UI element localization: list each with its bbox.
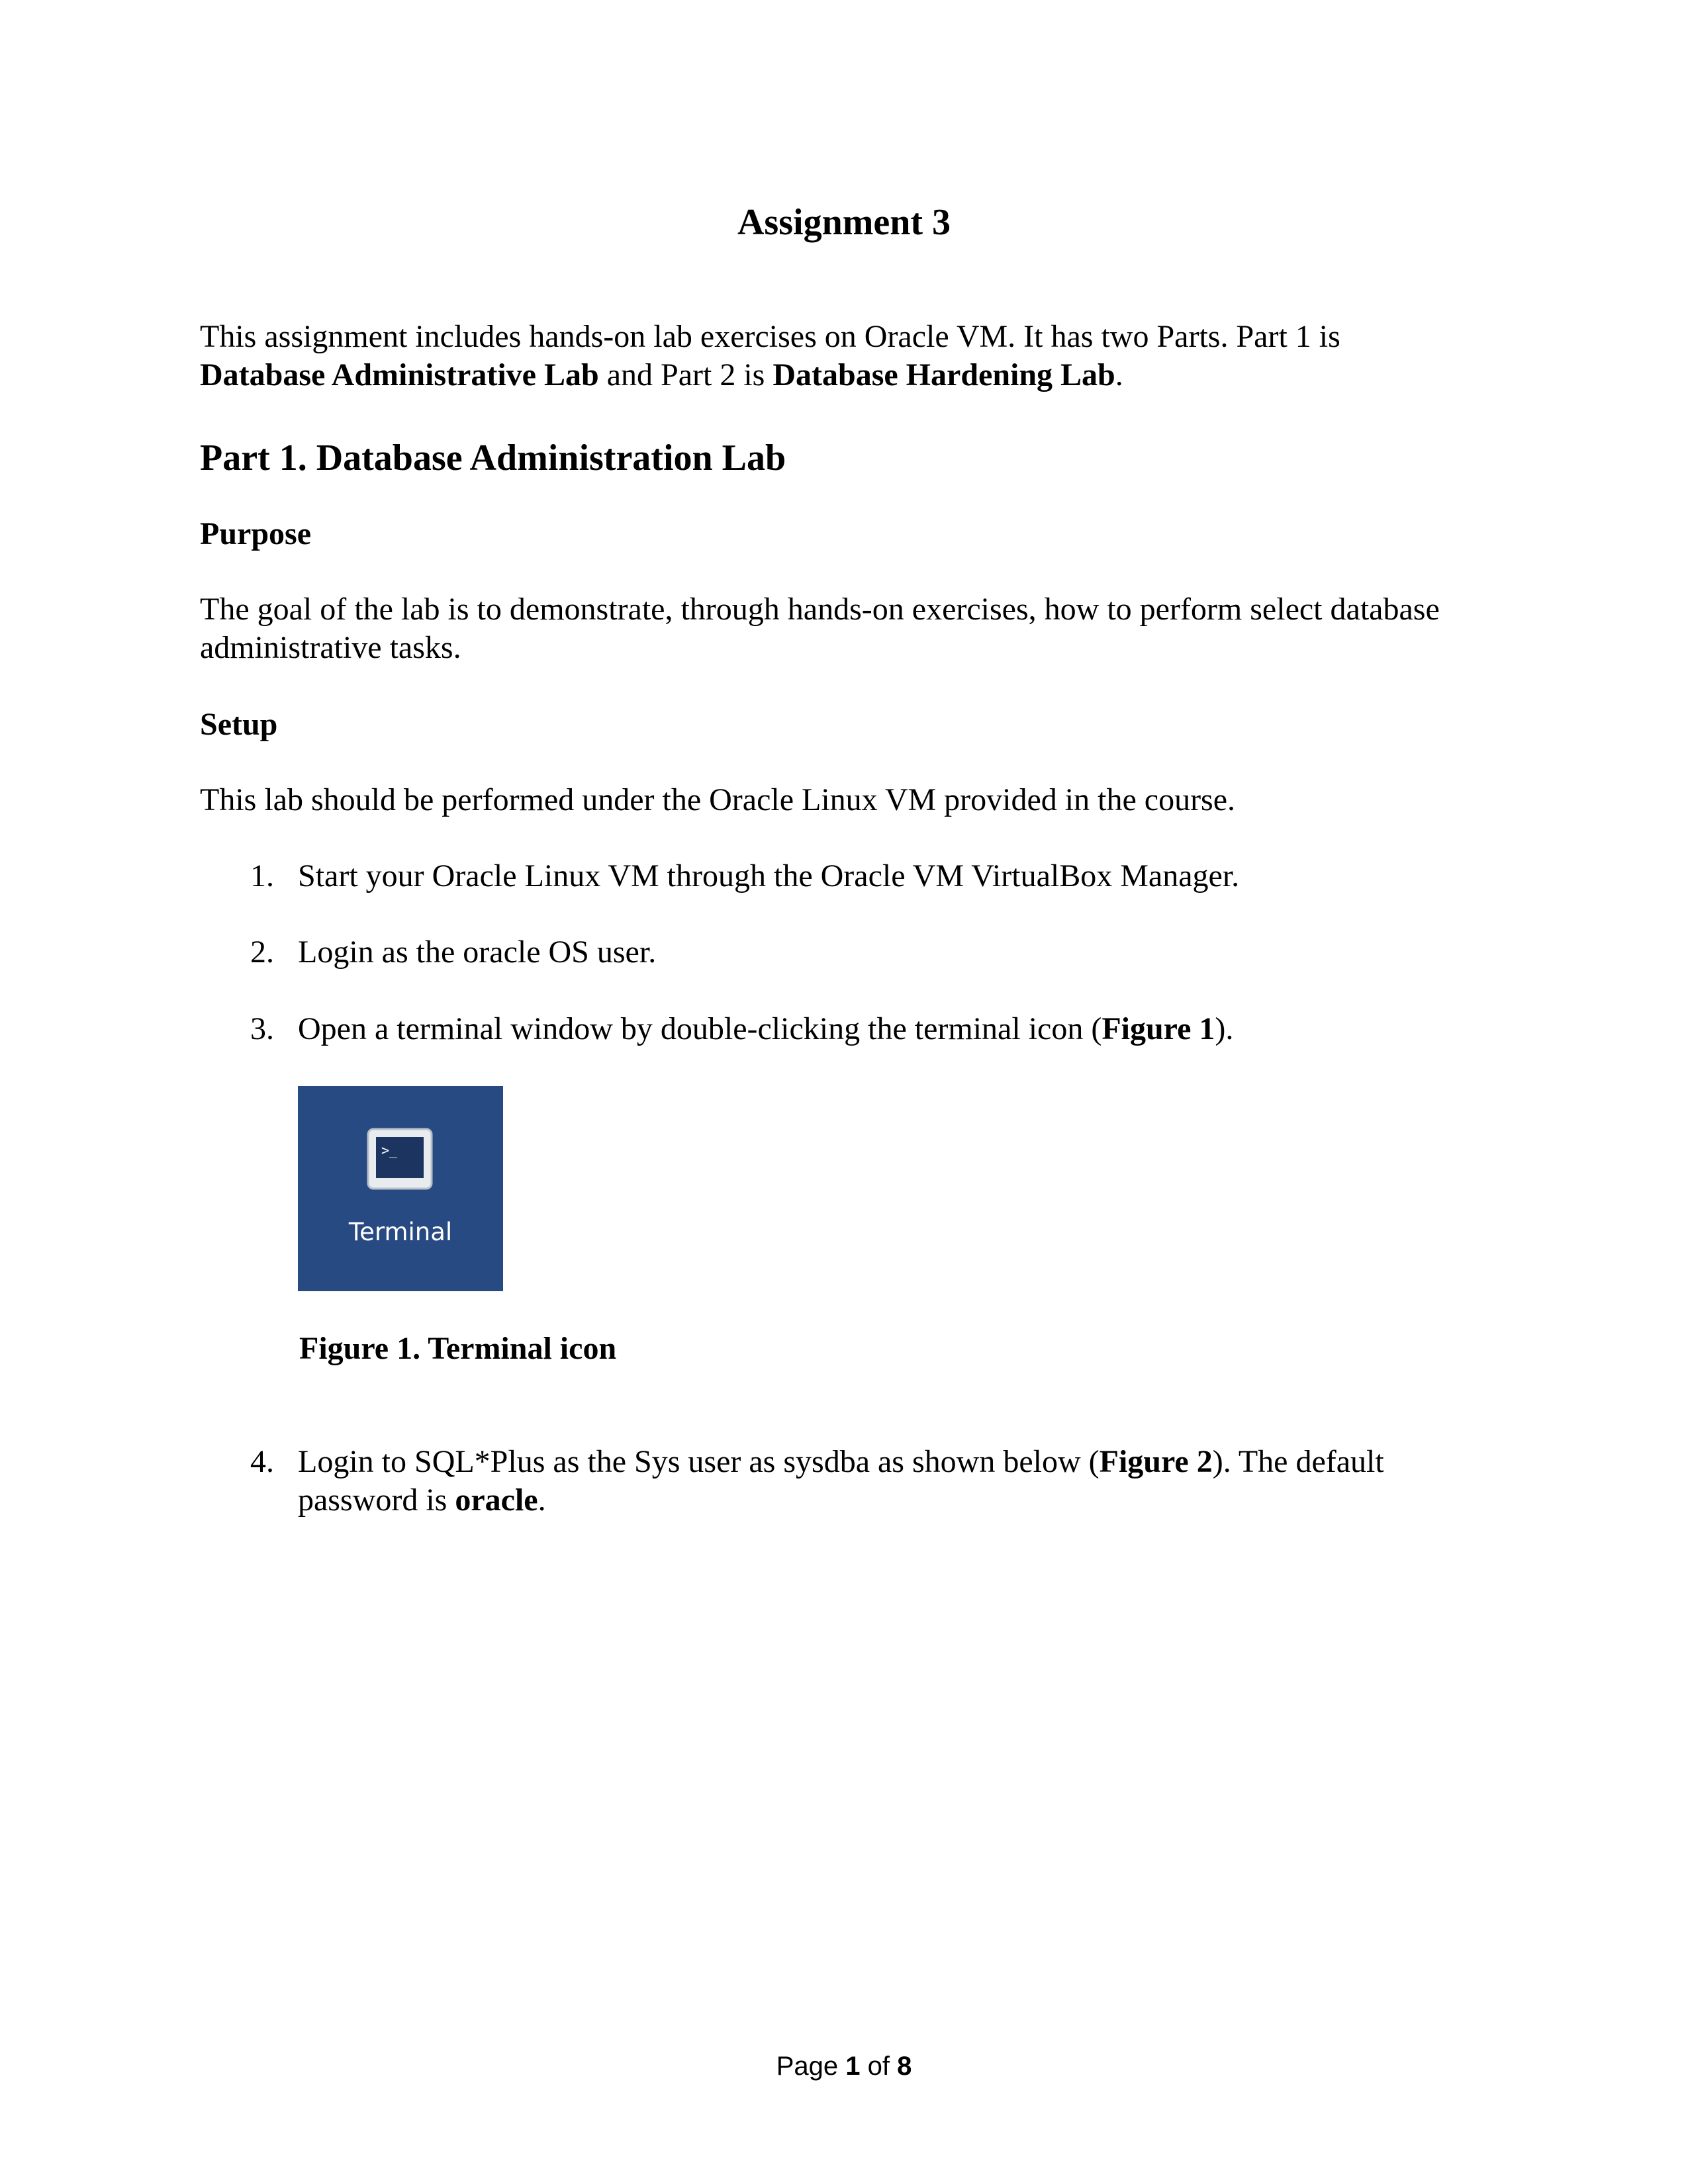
default-password: oracle bbox=[455, 1482, 538, 1518]
part1-heading: Part 1. Database Administration Lab bbox=[200, 437, 786, 478]
terminal-icon bbox=[298, 1086, 503, 1291]
list-text: Open a terminal window by double-clicking the terminal icon (Figure 1). bbox=[298, 1011, 1234, 1046]
current-page: 1 bbox=[845, 2052, 861, 2081]
terminal-icon-figure bbox=[298, 1086, 503, 1291]
setup-heading: Setup bbox=[200, 707, 278, 742]
total-pages: 8 bbox=[897, 2052, 912, 2081]
intro-paragraph bbox=[200, 318, 1497, 394]
list-number: 3. bbox=[250, 1011, 274, 1046]
purpose-heading: Purpose bbox=[200, 516, 311, 551]
list-number: 4. bbox=[250, 1444, 274, 1479]
figure-reference: Figure 1 bbox=[1102, 1011, 1215, 1046]
terminal-prompt-glyph: >_ bbox=[381, 1142, 398, 1158]
intro-text: This assignment includes hands-on lab exercises on Oracle VM. It has two Parts. Part 1 is bbox=[200, 319, 1340, 354]
figure-reference: Figure 2 bbox=[1099, 1444, 1213, 1479]
purpose-text: The goal of the lab is to demonstrate, through hands-on exercises, how to perform select database administrative tasks. bbox=[200, 592, 1440, 665]
page-number-footer: Page 1 of 8 bbox=[776, 2052, 912, 2081]
figure1-caption: Figure 1. Terminal icon bbox=[299, 1331, 617, 1366]
list-text: Login to SQL*Plus as the Sys user as sysdba as shown below (Figure 2). The default password is oracle. bbox=[298, 1444, 1384, 1518]
page-title: Assignment 3 bbox=[737, 202, 951, 243]
setup-text: This lab should be performed under the Oracle Linux VM provided in the course. bbox=[200, 782, 1236, 817]
terminal-icon-label: Terminal bbox=[348, 1218, 453, 1246]
list-text: Start your Oracle Linux VM through the Oracle VM VirtualBox Manager. bbox=[298, 858, 1240, 893]
intro-text: and Part 2 is bbox=[598, 357, 773, 392]
list-text: Login as the oracle OS user. bbox=[298, 934, 657, 970]
intro-bold-part2: Database Hardening Lab bbox=[773, 357, 1115, 392]
list-number: 1. bbox=[250, 858, 274, 893]
list-number: 2. bbox=[250, 934, 274, 970]
intro-text: . bbox=[1115, 357, 1123, 392]
intro-bold-part1: Database Administrative Lab bbox=[200, 357, 599, 392]
